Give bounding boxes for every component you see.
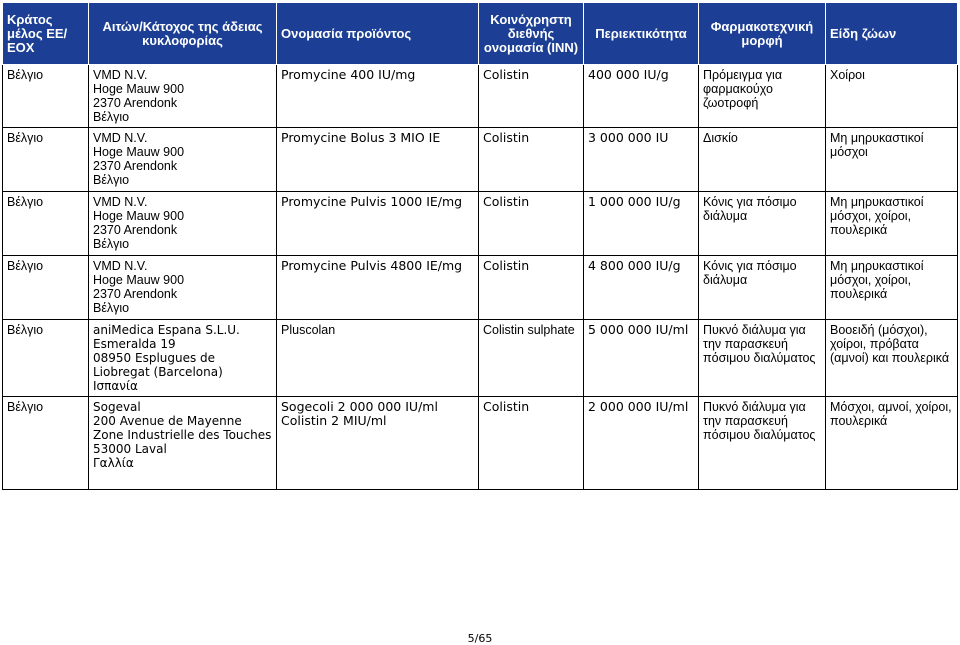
holder-line: 2370 Arendonk — [93, 287, 178, 301]
page-number: 5/65 — [467, 632, 493, 645]
header-pharmaceutical-form: Φαρμακοτεχνική μορφή — [699, 3, 826, 65]
holder-line: Hoge Mauw 900 — [93, 82, 185, 96]
product-name-cell: Pluscolan — [277, 320, 479, 397]
holder-cell — [89, 65, 277, 128]
table-row — [3, 128, 958, 192]
holder-line: 2370 Arendonk — [93, 159, 178, 173]
product-name-cell: Promycine 400 IU/mg — [277, 65, 479, 128]
holder-line: Esmeralda 19 — [93, 337, 176, 351]
species-cell: Βοοειδή (μόσχοι), χοίροι, πρόβατα (αμνοί) και πουλερικά — [826, 320, 958, 397]
header-member-state: Κράτος μέλος ΕΕ/ΕΟΧ — [3, 3, 89, 65]
holder-line: VMD N.V. — [93, 259, 148, 273]
member-state-cell: Βέλγιο — [3, 256, 89, 320]
holder-cell — [89, 320, 277, 397]
species-cell: Μη μηρυκαστικοί μόσχοι, χοίροι, πουλερικά — [826, 192, 958, 256]
holder-line: Zone Industrielle des Touches — [93, 428, 272, 442]
holder-line: 200 Avenue de Mayenne — [93, 414, 242, 428]
holder-line: VMD N.V. — [93, 131, 148, 145]
holder-cell — [89, 397, 277, 490]
form-cell: Πυκνό διάλυμα για την παρασκευή πόσιμου διαλύματος — [699, 320, 826, 397]
member-state-cell: Βέλγιο — [3, 320, 89, 397]
strength-cell: 4 800 000 IU/g — [584, 256, 699, 320]
holder-line: Βέλγιο — [93, 173, 130, 187]
holder-line: Sogeval — [93, 400, 141, 414]
table-row — [3, 320, 958, 397]
holder-cell — [89, 256, 277, 320]
product-table — [2, 2, 958, 490]
form-cell: Κόνις για πόσιμο διάλυμα — [699, 192, 826, 256]
holder-line: 53000 Laval — [93, 442, 167, 456]
holder-line: Βέλγιο — [93, 301, 130, 315]
inn-cell: Colistin sulphate — [479, 320, 584, 397]
holder-line: Ισπανία — [93, 379, 138, 393]
strength-cell: 5 000 000 IU/ml — [584, 320, 699, 397]
form-cell: Πυκνό διάλυμα για την παρασκευή πόσιμου διαλύματος — [699, 397, 826, 490]
species-cell: Μόσχοι, αμνοί, χοίροι, πουλερικά — [826, 397, 958, 490]
form-cell: Κόνις για πόσιμο διάλυμα — [699, 256, 826, 320]
holder-line: VMD N.V. — [93, 195, 148, 209]
form-cell: Πρόμειγμα για φαρμακούχο ζωοτροφή — [699, 65, 826, 128]
strength-cell: 400 000 IU/g — [584, 65, 699, 128]
strength-cell: 2 000 000 IU/ml — [584, 397, 699, 490]
table-row — [3, 397, 958, 490]
product-name-cell: Sogecoli 2 000 000 IU/ml Colistin 2 MIU/ml — [277, 397, 479, 490]
header-product-name: Ονομασία προϊόντος — [277, 3, 479, 65]
holder-line: Hoge Mauw 900 — [93, 145, 185, 159]
header-inn: Κοινόχρηστη διεθνής ονομασία (INN) — [479, 3, 584, 65]
holder-cell — [89, 128, 277, 192]
holder-line: 2370 Arendonk — [93, 96, 178, 110]
product-name-cell: Promycine Pulvis 4800 IE/mg — [277, 256, 479, 320]
holder-line: Hoge Mauw 900 — [93, 273, 185, 287]
product-name-cell: Promycine Pulvis 1000 IE/mg — [277, 192, 479, 256]
species-cell: Μη μηρυκαστικοί μόσχοι, χοίροι, πουλερικά — [826, 256, 958, 320]
holder-line: aniMedica Espana S.L.U. — [93, 323, 240, 337]
header-row — [3, 3, 958, 65]
inn-cell: Colistin — [479, 397, 584, 490]
inn-cell: Colistin — [479, 65, 584, 128]
member-state-cell: Βέλγιο — [3, 192, 89, 256]
header-species: Είδη ζώων — [826, 3, 958, 65]
holder-line: 08950 Esplugues de Liobregat (Barcelona) — [93, 351, 223, 379]
inn-cell: Colistin — [479, 192, 584, 256]
member-state-cell: Βέλγιο — [3, 65, 89, 128]
inn-cell: Colistin — [479, 128, 584, 192]
member-state-cell: Βέλγιο — [3, 397, 89, 490]
table-row — [3, 192, 958, 256]
strength-cell: 3 000 000 IU — [584, 128, 699, 192]
inn-cell: Colistin — [479, 256, 584, 320]
holder-line: 2370 Arendonk — [93, 223, 178, 237]
holder-line: Βέλγιο — [93, 237, 130, 251]
species-cell: Μη μηρυκαστικοί μόσχοι — [826, 128, 958, 192]
holder-line: Βέλγιο — [93, 110, 130, 124]
species-cell: Χοίροι — [826, 65, 958, 128]
holder-line: VMD N.V. — [93, 68, 148, 82]
product-name-cell: Promycine Bolus 3 MIO IE — [277, 128, 479, 192]
strength-cell: 1 000 000 IU/g — [584, 192, 699, 256]
holder-cell — [89, 192, 277, 256]
header-strength: Περιεκτικότητα — [584, 3, 699, 65]
table-row — [3, 256, 958, 320]
form-cell: Δισκίο — [699, 128, 826, 192]
member-state-cell: Βέλγιο — [3, 128, 89, 192]
header-holder: Αιτών/Κάτοχος της άδειας κυκλοφορίας — [89, 3, 277, 65]
holder-line: Γαλλία — [93, 456, 134, 470]
table-row — [3, 65, 958, 128]
holder-line: Hoge Mauw 900 — [93, 209, 185, 223]
